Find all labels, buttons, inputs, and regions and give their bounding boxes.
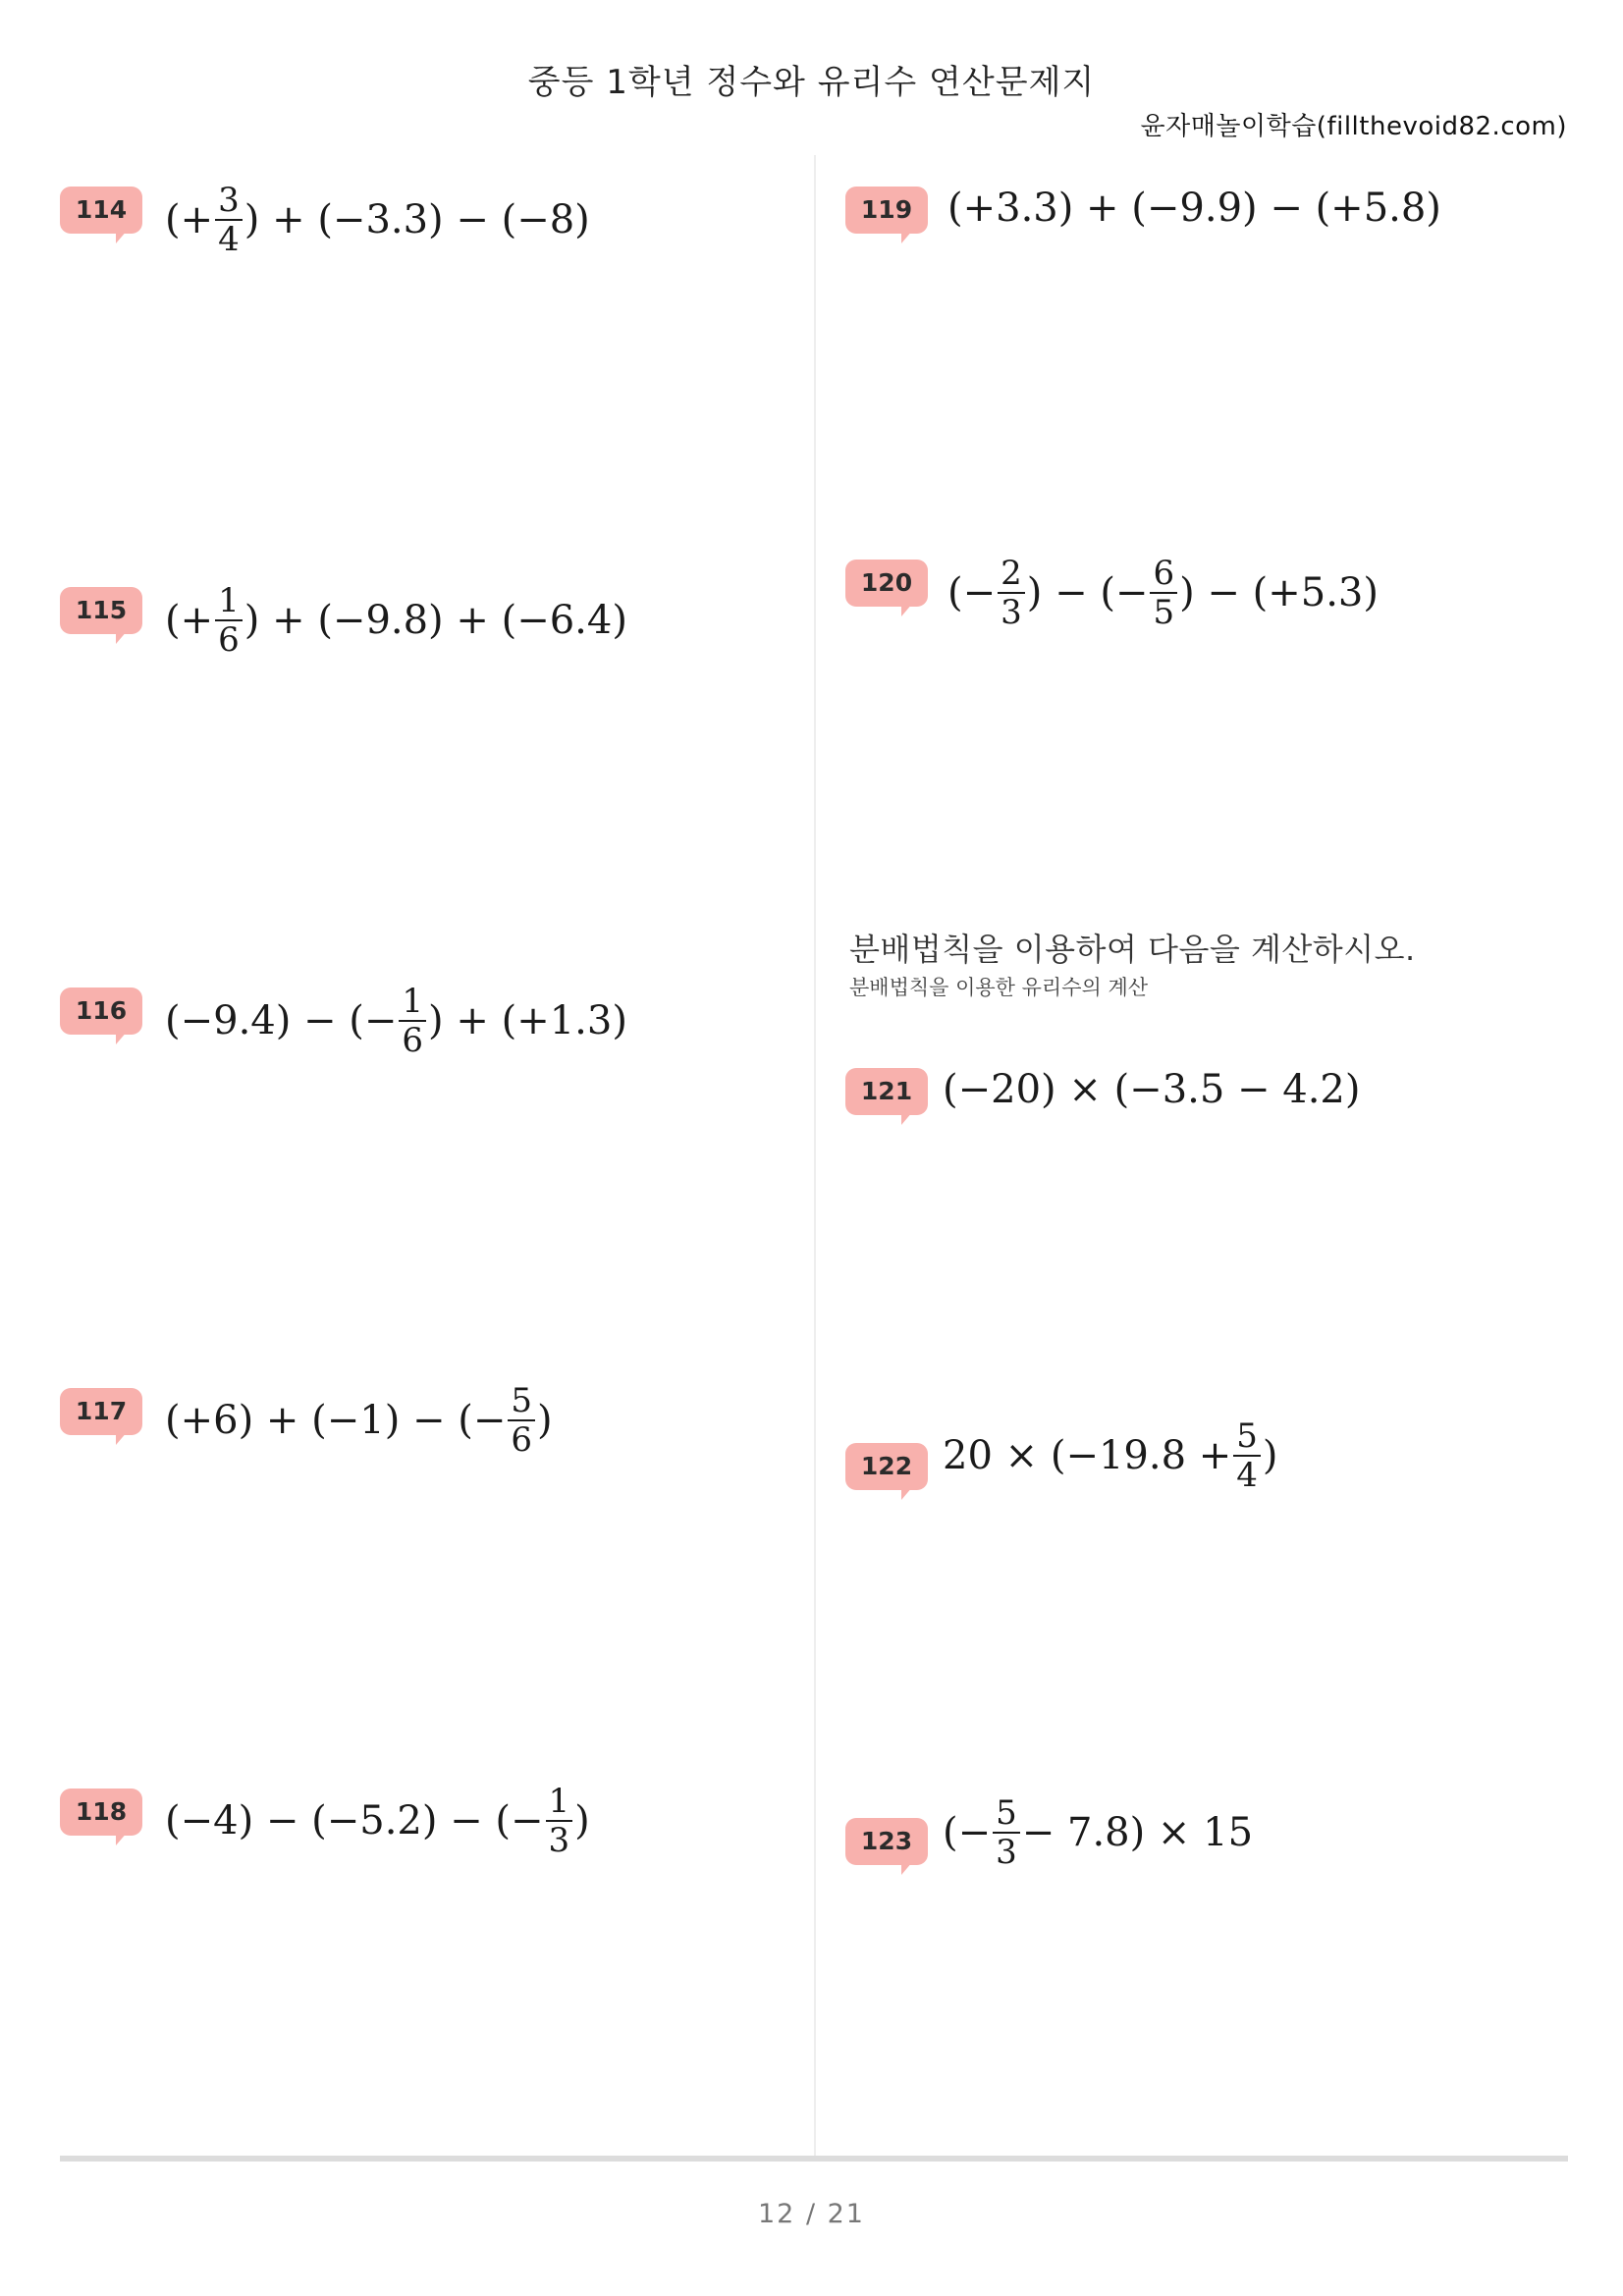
problem-expression [165, 1382, 553, 1459]
problem-expression [165, 983, 627, 1059]
fraction-numerator: 1 [546, 1783, 573, 1822]
expression-text: (− [947, 570, 997, 615]
fraction-denominator: 3 [548, 1821, 570, 1860]
fraction-denominator: 5 [1153, 593, 1175, 632]
fraction [508, 1382, 535, 1459]
problem-expression [947, 555, 1379, 631]
expression-text: ) [1262, 1433, 1278, 1478]
problem-expression [947, 183, 1441, 231]
expression-text: (−9.4) − (− [165, 998, 398, 1043]
expression-text: ) − (+5.3) [1179, 570, 1379, 615]
fraction [546, 1783, 573, 1859]
fraction-denominator: 6 [218, 620, 240, 660]
problem-expression [165, 1783, 590, 1859]
section-subtitle: 분배법칙을 이용한 유리수의 계산 [849, 976, 1149, 999]
fraction [993, 1794, 1020, 1871]
fraction [215, 182, 243, 258]
expression-text: (+6) + (−1) − (− [165, 1398, 507, 1443]
expression-text: ) + (−9.8) + (−6.4) [243, 598, 627, 643]
expression-text: (− [943, 1810, 992, 1855]
column-divider [814, 155, 816, 2158]
footer-divider [60, 2156, 1568, 2162]
fraction-numerator: 5 [993, 1794, 1020, 1834]
fraction [399, 983, 426, 1059]
problem-number-badge: 114 [60, 187, 142, 234]
problem-number-badge: 118 [60, 1789, 142, 1836]
problem-number-badge: 116 [60, 988, 142, 1035]
fraction [1150, 555, 1177, 631]
fraction-denominator: 4 [1236, 1456, 1258, 1495]
fraction-numerator: 5 [1233, 1417, 1261, 1457]
expression-text: ) − (− [1026, 570, 1149, 615]
expression-text: ) + (+1.3) [428, 998, 627, 1043]
expression-text: ) [574, 1798, 590, 1843]
fraction-denominator: 6 [511, 1420, 533, 1460]
expression-text: ) [537, 1398, 553, 1443]
problem-expression [943, 1794, 1253, 1871]
problem-number-badge: 122 [845, 1443, 928, 1490]
expression-text: (+ [165, 197, 214, 242]
expression-text: (+3.3) + (−9.9) − (+5.8) [947, 186, 1441, 231]
fraction-numerator: 3 [215, 182, 243, 221]
expression-text: − 7.8) × 15 [1021, 1810, 1254, 1855]
source-credit: 윤자매놀이학습(fillthevoid82.com) [1140, 112, 1567, 141]
fraction-numerator: 6 [1150, 555, 1177, 594]
expression-text: (−4) − (−5.2) − (− [165, 1798, 544, 1843]
problem-number-badge: 123 [845, 1818, 928, 1865]
fraction-numerator: 5 [508, 1382, 535, 1421]
problem-expression [165, 582, 627, 659]
fraction-numerator: 2 [998, 555, 1025, 594]
page-title: 중등 1학년 정수와 유리수 연산문제지 [527, 63, 1096, 102]
expression-text: (−20) × (−3.5 − 4.2) [943, 1067, 1361, 1112]
problem-expression [943, 1064, 1360, 1112]
problem-number-badge: 117 [60, 1388, 142, 1435]
fraction [215, 582, 243, 659]
page-number: 12 / 21 [758, 2199, 865, 2229]
expression-text: 20 × (−19.8 + [943, 1433, 1232, 1478]
problem-number-badge: 121 [845, 1068, 928, 1115]
fraction [998, 555, 1025, 631]
fraction-denominator: 3 [1001, 593, 1022, 632]
fraction [1233, 1417, 1261, 1494]
section-instruction: 분배법칙을 이용하여 다음을 계산하시오. [849, 931, 1416, 968]
fraction-denominator: 4 [218, 220, 240, 259]
problem-number-badge: 115 [60, 587, 142, 634]
problem-expression [165, 182, 590, 258]
expression-text: ) + (−3.3) − (−8) [243, 197, 590, 242]
fraction-denominator: 6 [402, 1021, 424, 1060]
problem-number-badge: 119 [845, 187, 928, 234]
fraction-numerator: 1 [215, 582, 243, 621]
fraction-numerator: 1 [399, 983, 426, 1022]
expression-text: (+ [165, 598, 214, 643]
problem-expression [943, 1417, 1278, 1494]
problem-number-badge: 120 [845, 560, 928, 607]
fraction-denominator: 3 [996, 1833, 1017, 1872]
